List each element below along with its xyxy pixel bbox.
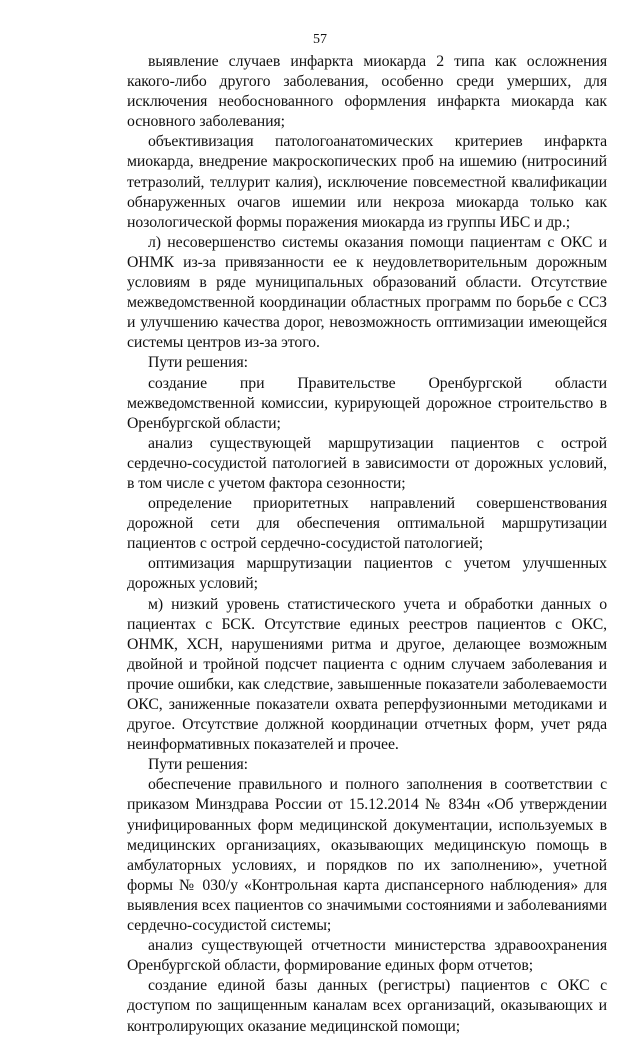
paragraph-item-l: л) несовершенство системы оказания помощи пациентам с ОКС и ОНМК из-за привязанности ее к неудовлетворительным дорожным условиям в ряде муниципальных образований области. Отсутствие межведомственной координации областных программ по борьбе с ССЗ и улучшению качества дорог, невозможность оптимизации имеющейся системы центров из-за этого. [127,233,607,352]
paragraph-road-network-priorities: определение приоритетных направлений совершенствования дорожной сети для обеспечения оптимальной маршрутизации пациентов с острой сердечно-сосудистой патологией; [127,495,607,553]
paragraph-form-filling: обеспечение правильного и полного заполнения в соответствии с приказом Минздрава России от 15.12.2014 № 834н «Об утверждении унифицированных форм медицинской документации, используемых в медицинских организациях, оказывающих медицинскую помощь в амбулаторных условиях, и порядков по их заполнению», учетной формы № 030/у «Контрольная карта диспансерного наблюдения» для выявления всех пациентов со значимыми состояниями и заболеваниями сердечно-сосудистой системы; [127,776,607,935]
paragraph-interagency-commission: создание при Правительстве Оренбургской области межведомственной комиссии, курирующей дорожное строительство в Оренбургской области; [127,374,607,432]
paragraph-routing-optimization: оптимизация маршрутизации пациентов с учетом улучшенных дорожных условий; [127,555,607,593]
paragraph-routing-analysis: анализ существующей маршрутизации пациентов с острой сердечно-сосудистой патологией в зависимости от дорожных условий, в том числе с учетом фактора сезонности; [127,434,607,492]
paragraph-registry-database: создание единой базы данных (регистры) пациентов с ОКС с доступом по защищенным каналам всех организаций, оказывающих и контролирующих оказание медицинской помощи; [127,977,607,1035]
paragraph-item-m: м) низкий уровень статистического учета и обработки данных о пациентах с БСК. Отсутствие единых реестров пациентов с ОКС, ОНМК, ХСН, нарушениями ритма и другое, делающее возможным двойной и тройной подсчет пациента с одним случаем заболевания и прочие ошибки, как следствие, завышенные показатели заболеваемости ОКС, заниженные показатели охвата реперфузионными методиками и другое. Отсутствие должной координации отчетных форм, учет ряда неинформативных показателей и прочее. [127,595,607,754]
paragraph-pathology-criteria: объективизация патологоанатомических критериев инфаркта миокарда, внедрение макроскопических проб на ишемию (нитросиний тетразолий, теллурит калия), исключение повсеместной квалификации обнаруженных очагов ишемии или некроза миокарда только как нозологической формы поражения миокарда из группы ИБС и др.; [127,133,607,231]
paragraph-reporting-analysis: анализ существующей отчетности министерства здравоохранения Оренбургской области, формирование единых форм отчетов; [127,937,607,975]
page-number: 57 [313,32,327,47]
solutions-heading: Пути решения: [148,354,248,372]
solutions-heading: Пути решения: [148,756,248,774]
body-text [127,52,607,1037]
paragraph-mi-type2-detection: выявление случаев инфаркта миокарда 2 типа как осложнения какого-либо другого заболевания, особенно среди умерших, для исключения необоснованного оформления инфаркта миокарда как основного заболевания; [127,53,607,131]
